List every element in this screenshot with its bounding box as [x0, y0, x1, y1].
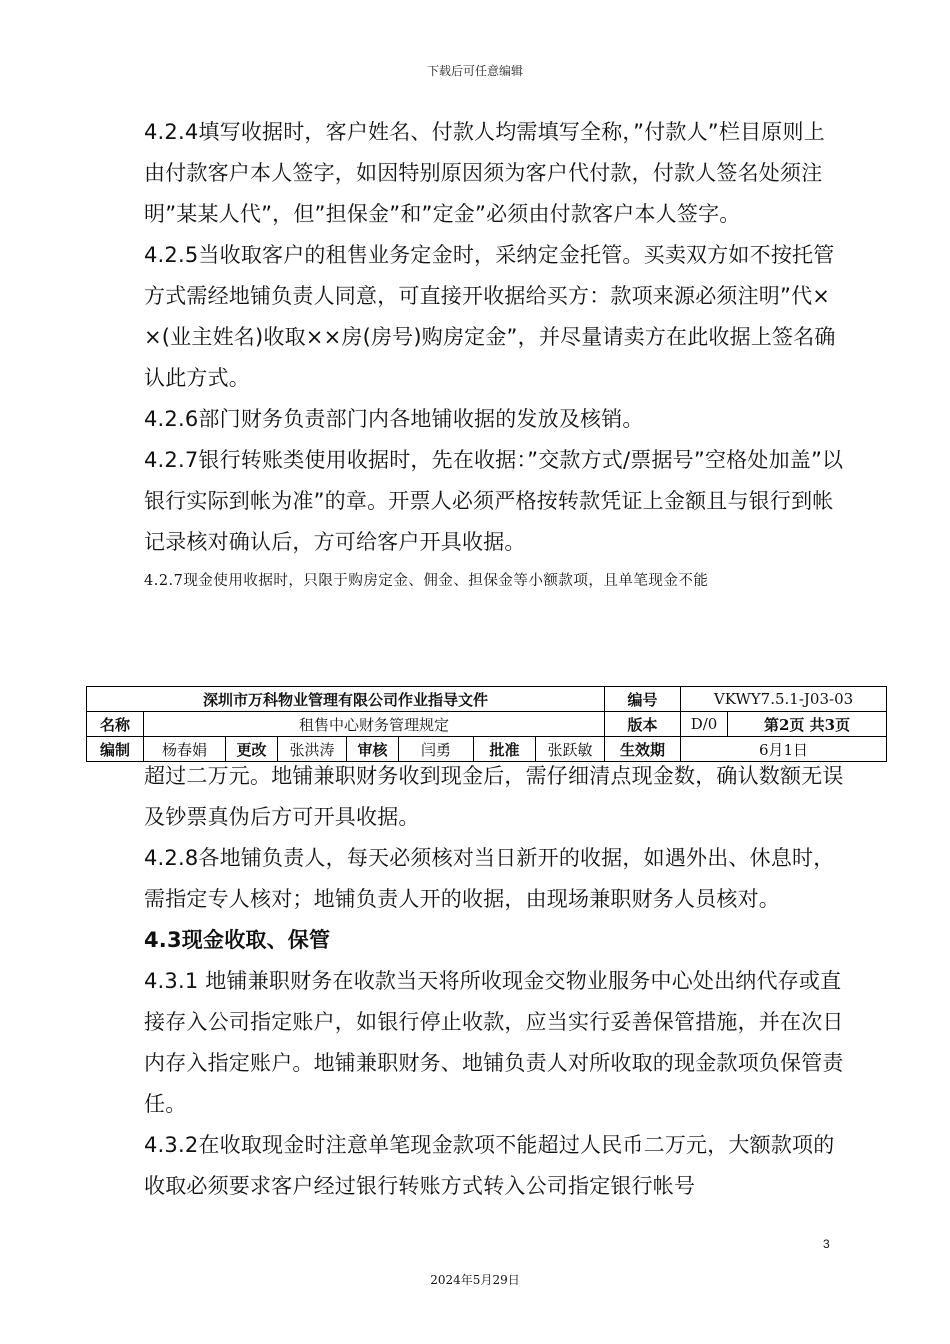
paragraph-4-2-7-cash: 4.2.7现金使用收据时，只限于购房定金、佣金、担保金等小额款项，且单笔现金不能 [144, 573, 709, 589]
paragraph-4-2-4: 4.2.4填写收据时，客户姓名、付款人均需填写全称，”付款人”栏目原则上由付款客户本人签字，如因特别原因须为客户代付款，付款人签名处须注明”某某人代”，但”担保金”和”定金”必须由付款客户本人签字。 [144, 120, 825, 226]
effective-value: 6月1日 [681, 737, 887, 762]
review-value: 闫勇 [399, 737, 474, 762]
name-label: 名称 [87, 712, 144, 737]
approve-label: 批准 [474, 737, 536, 762]
paragraph-4-2-5: 4.2.5当收取客户的租售业务定金时，采纳定金托管。买卖双方如不按托管方式需经地铺负责人同意，可直接开收据给买方：款项来源必须注明”代××(业主姓名)收取××房(房号)购房定金”，并尽量请卖方在此收据上签名确认此方式。 [144, 243, 836, 390]
number-value: VKWY7.5.1-J03-03 [681, 687, 887, 712]
change-label: 更改 [226, 737, 278, 762]
table-row [87, 687, 887, 712]
approve-value: 张跃敏 [536, 737, 605, 762]
review-label: 审核 [347, 737, 399, 762]
effective-label: 生效期 [605, 737, 681, 762]
paragraph-continued: 超过二万元。地铺兼职财务收到现金后，需仔细清点现金数，确认数额无误及钞票真伪后方可开具收据。 [144, 764, 844, 829]
paragraph-4-2-6: 4.2.6部门财务负责部门内各地铺收据的发放及核销。 [144, 407, 644, 431]
document-info-table [86, 686, 887, 762]
top-text-block [144, 112, 844, 600]
number-label: 编号 [605, 687, 681, 712]
header-note: 下载后可任意编辑 [426, 64, 523, 78]
section-heading: 4.3现金收取、保管 [144, 928, 331, 952]
footer-date: 2024年5月29日 [430, 1273, 520, 1287]
page-info: 第2页 共3页 [728, 712, 887, 737]
table-row [87, 712, 887, 737]
paragraph-4-2-7-bank: 4.2.7银行转账类使用收据时，先在收据：”交款方式/票据号”空格处加盖”以银行实际到帐为准”的章。开票人必须严格按转款凭证上金额且与银行到帐记录核对确认后，方可给客户开具收据。 [144, 448, 844, 554]
company-title: 深圳市万科物业管理有限公司作业指导文件 [87, 687, 605, 712]
paragraph-4-3-2: 4.3.2在收取现金时注意单笔现金款项不能超过人民币二万元，大额款项的收取必须要求客户经过银行转账方式转入公司指定银行帐号 [144, 1133, 835, 1198]
page-number: 3 [823, 1237, 830, 1251]
editor-label: 编制 [87, 737, 144, 762]
change-value: 张洪涛 [278, 737, 347, 762]
version-value: D/0 [681, 712, 728, 737]
paragraph-4-3-1: 4.3.1 地铺兼职财务在收款当天将所收现金交物业服务中心处出纳代存或直接存入公司指定账户，如银行停止收款，应当实行妥善保管措施，并在次日内存入指定账户。地铺兼职财务、地铺负责人对所收取的现金款项负保管责任。 [144, 969, 844, 1116]
bottom-text-block [144, 756, 844, 1207]
paragraph-4-2-8: 4.2.8各地铺负责人，每天必须核对当日新开的收据，如遇外出、休息时，需指定专人核对；地铺负责人开的收据，由现场兼职财务人员核对。 [144, 846, 835, 911]
editor-value: 杨春娟 [144, 737, 226, 762]
name-value: 租售中心财务管理规定 [144, 712, 605, 737]
version-label: 版本 [605, 712, 681, 737]
